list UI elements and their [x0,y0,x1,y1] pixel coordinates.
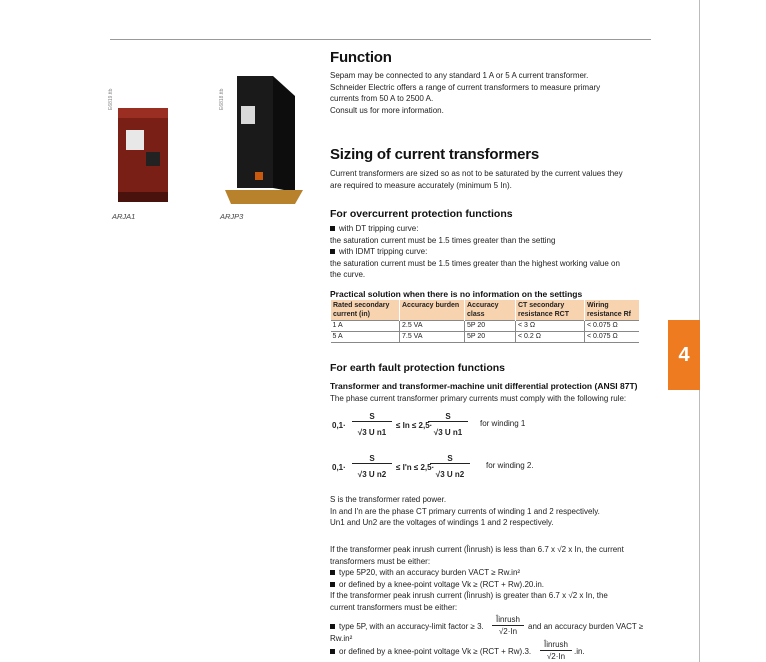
bullet-icon [330,249,335,254]
table-header: Accuracy burden [400,300,465,321]
function-line: Sepam may be connected to any standard 1 A or 5 A current transformer. [330,71,589,80]
overcurrent-line: with DT tripping curve: [330,223,655,235]
earth-fault-heading: For earth fault protection functions [330,362,505,374]
inrush-line: transformers must be either: [330,556,431,566]
table-header: CT secondary resistance RCT [516,300,585,321]
overcurrent-line: the curve. [330,270,366,279]
photo-code-left: E6819.ttb [108,88,114,110]
table-cell: 1 A [331,321,400,332]
function-heading: Function [330,49,392,66]
table-cell: 5 A [331,332,400,343]
table-header: Accuracy class [465,300,516,321]
bullet-icon [330,649,335,654]
table-cell: 2.5 VA [400,321,465,332]
table-cell: < 3 Ω [516,321,585,332]
chapter-number: 4 [678,344,690,366]
sizing-heading: Sizing of current transformers [330,146,540,163]
table-header: Wiring resistance Rf [585,300,640,321]
sizing-line: Current transformers are sized so as not to be saturated by the current values they [330,169,623,178]
function-line: Schneider Electric offers a range of current transformers to measure primary [330,82,601,92]
overcurrent-heading: For overcurrent protection functions [330,208,513,220]
bullet-icon [330,624,335,629]
inrush-line: or defined by a knee-point voltage Vk ≥ (RCT + Rw).20.in. [330,579,655,591]
overcurrent-line: the saturation current must be 1.5 times greater than the highest working value on [330,258,620,268]
overcurrent-line: the saturation current must be 1.5 times greater than the setting [330,235,556,245]
function-line: Consult us for more information. [330,105,444,115]
photo-caption-right: ARJP3 [220,212,244,221]
table-row [331,332,640,343]
overcurrent-line: with IDMT tripping curve: [330,246,655,258]
inrush-line: If the transformer peak inrush current (Îinrush) is less than 6.7 x √2 x In, the current [330,545,624,554]
earth-fault-subtitle: Transformer and transformer-machine unit differential protection (ANSI 87T) [330,381,638,391]
table-cell: 7.5 VA [400,332,465,343]
ct-photo-arja1 [114,100,174,208]
table-cell: < 0.075 Ω [585,332,640,343]
function-line: currents from 50 A to 2500 A. [330,94,434,103]
ct-settings-table [330,300,639,343]
bullet-icon [330,226,335,231]
table-cell: < 0.2 Ω [516,332,585,343]
table-cell: < 0.075 Ω [585,321,640,332]
definition-line: In and I'n are the phase CT primary currents of winding 1 and 2 respectively. [330,506,600,516]
header-rule [110,39,651,40]
table-title: Practical solution when there is no information on the settings [330,289,583,299]
table-cell: 5P 20 [465,332,516,343]
table-row [331,321,640,332]
earth-fault-intro: The phase current transformer primary currents must comply with the following rule: [330,394,627,403]
inrush-line: type 5P20, with an accuracy burden VACT ≥ Rw.in² [330,567,655,579]
ct-photo-arjp3 [225,72,305,212]
bullet-icon [330,570,335,575]
inrush-line: current transformers must be either: [330,602,458,612]
table-header: Rated secondary current (in) [331,300,400,321]
inrush-line: If the transformer peak inrush current (Îinrush) is greater than 6.7 x √2 x In, the [330,591,608,600]
bullet-icon [330,582,335,587]
table-cell: 5P 20 [465,321,516,332]
definition-line: Un1 and Un2 are the voltages of windings 1 and 2 respectively. [330,518,554,527]
photo-caption-left: ARJA1 [112,212,136,221]
sizing-line: are required to measure accurately (minimum 5 In). [330,180,512,190]
photo-code-right: E6818.ttb [219,88,225,110]
definition-line: S is the transformer rated power. [330,495,447,504]
chapter-tab[interactable] [668,320,700,390]
